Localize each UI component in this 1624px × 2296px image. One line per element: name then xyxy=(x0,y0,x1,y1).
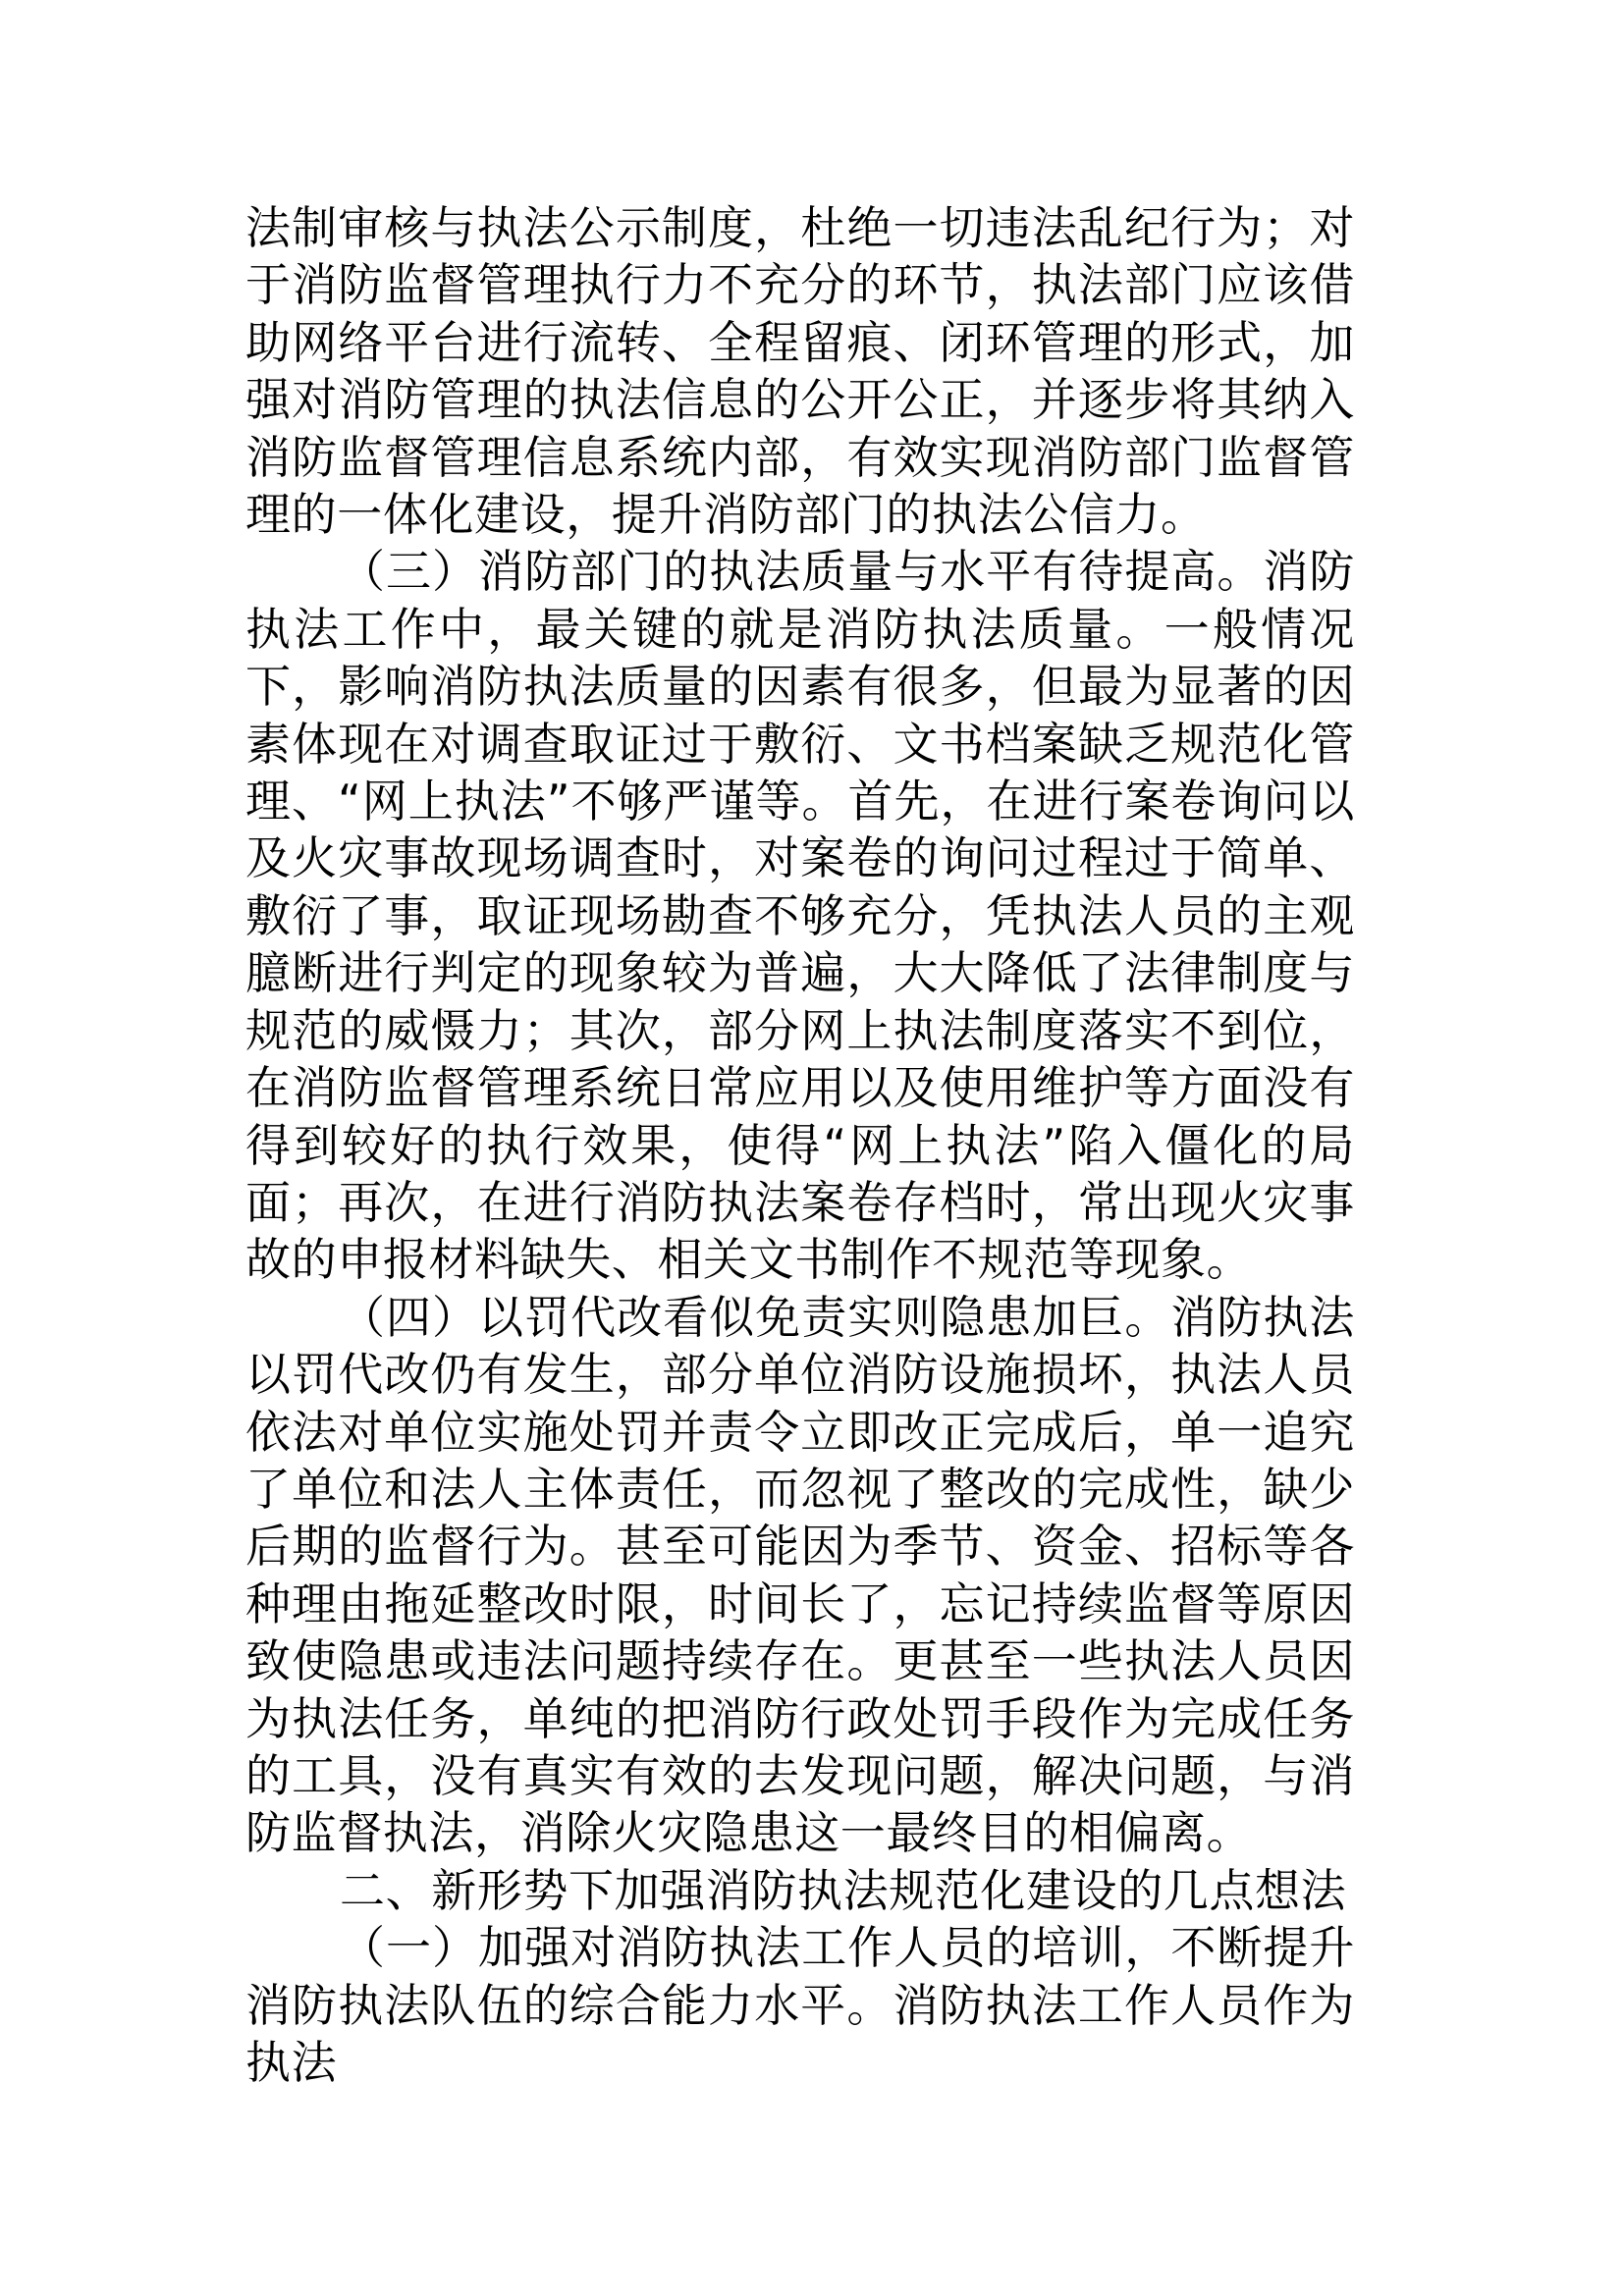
paragraph-section-4: （四）以罚代改看似免责实则隐患加巨。消防执法以罚代改仍有发生，部分单位消防设施损坏，执法人员依法对单位实施处罚并责令立即改正完成后，单一追究了单位和法人主体责任，而忽视了整改的完成性，缺少后期的监督行为。甚至可能因为季节、资金、招标等各种理由拖延整改时限，时间长了，忘记持续监督等原因致使隐患或违法问题持续存在。更甚至一些执法人员因为执法任务，单纯的把消防行政处罚手段作为完成任务的工具，没有真实有效的去发现问题，解决问题，与消防监督执法，消除火灾隐患这一最终目的相偏离。 xyxy=(245,1290,1355,1860)
section-heading: 二、新形势下加强消防执法规范化建设的几点想法 xyxy=(340,1863,1347,1917)
paragraph-subsection-1: （一）加强对消防执法工作人员的培训，不断提升消防执法队伍的综合能力水平。消防执法工作人员作为执法 xyxy=(245,1921,1355,2089)
document-page xyxy=(245,199,1355,2091)
paragraph-section-3: （三）消防部门的执法质量与水平有待提高。消防执法工作中，最关键的就是消防执法质量。一般情况下，影响消防执法质量的因素有很多，但最为显著的因素体现在对调查取证过于敷衍、文书档案缺乏规范化管理、“网上执法”不够严谨等。首先，在进行案卷询问以及火灾事故现场调查时，对案卷的询问过程过于简单、敷衍了事，取证现场勘查不够充分，凭执法人员的主观臆断进行判定的现象较为普遍，大大降低了法律制度与规范的威慑力；其次，部分网上执法制度落实不到位，在消防监督管理系统日常应用以及使用维护等方面没有得到较好的执行效果，使得“网上执法”陷入僵化的局面；再次，在进行消防执法案卷存档时，常出现火灾事故的申报材料缺失、相关文书制作不规范等现象。 xyxy=(245,545,1355,1287)
paragraph-continuation: 法制审核与执法公示制度，杜绝一切违法乱纪行为；对于消防监督管理执行力不充分的环节，执法部门应该借助网络平台进行流转、全程留痕、闭环管理的形式，加强对消防管理的执法信息的公开公正，并逐步将其纳入消防监督管理信息系统内部，有效实现消防部门监督管理的一体化建设，提升消防部门的执法公信力。 xyxy=(245,201,1355,542)
